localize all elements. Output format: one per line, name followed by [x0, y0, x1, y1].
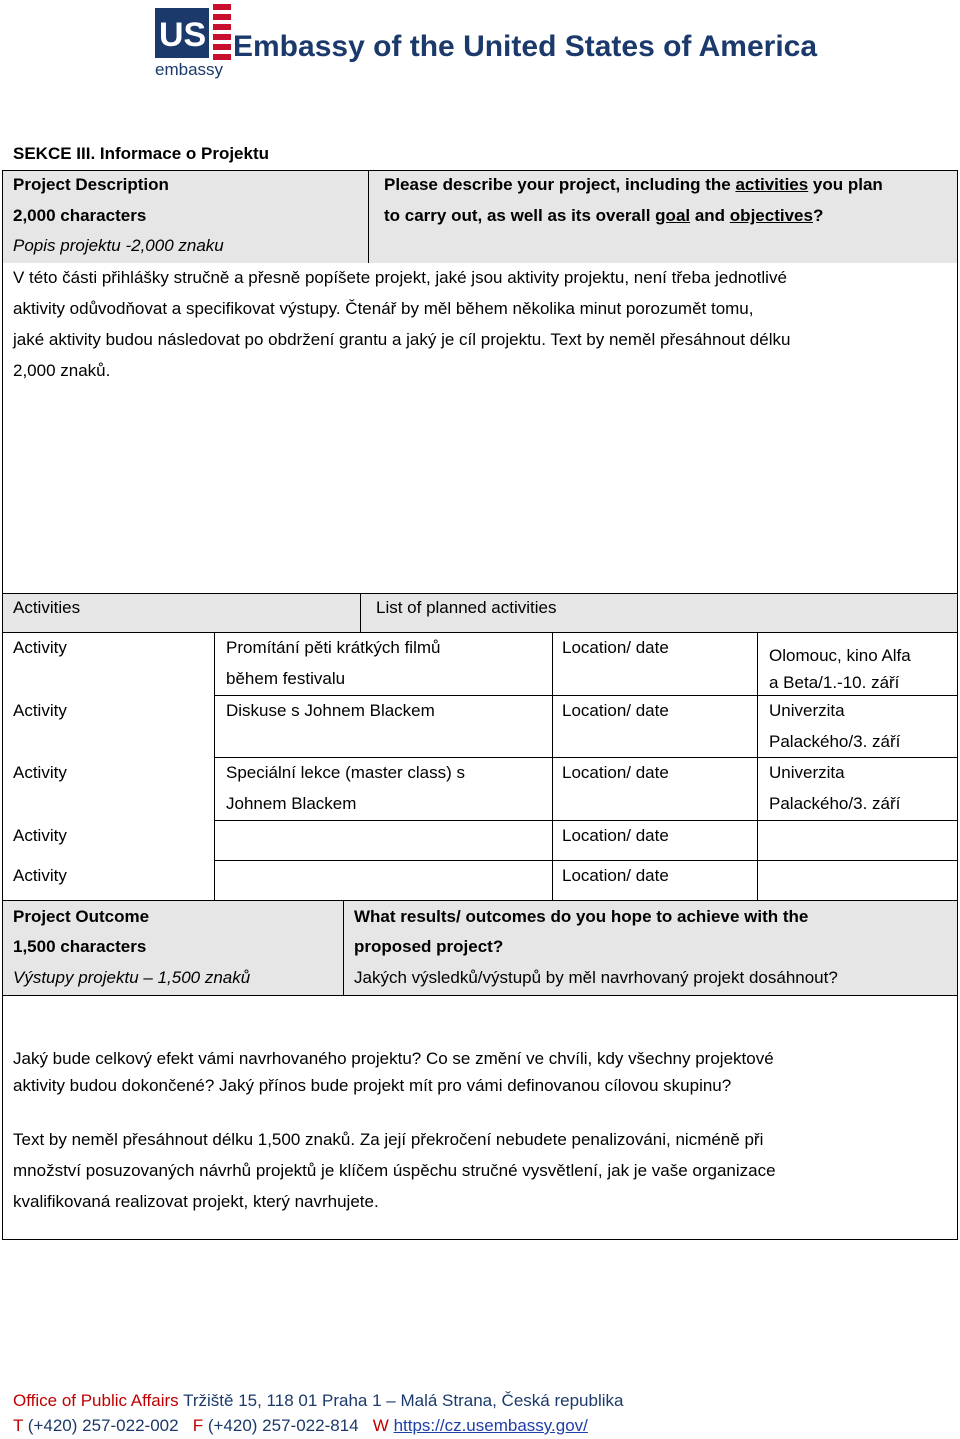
- footer-contacts: T (+420) 257-022-002 F (+420) 257-022-814 W https://cz.usembassy.gov/: [13, 1416, 588, 1435]
- activity-location-value[interactable]: Olomouc, kino Alfa: [769, 646, 911, 665]
- outcome-body-line: kvalifikovaná realizovat projekt, který navrhujete.: [13, 1192, 379, 1211]
- description-char-limit: 2,000 characters: [13, 206, 147, 225]
- embassy-logo-icon: [155, 4, 233, 60]
- outcome-body-line: množství posuzovaných návrhů projektů je klíčem úspěchu stručné vysvětlení, jak je vaše organizace: [13, 1161, 776, 1180]
- outcome-char-limit: 1,500 characters: [13, 937, 147, 956]
- outcome-prompt: proposed project?: [354, 937, 504, 956]
- activity-location-value[interactable]: [758, 861, 957, 899]
- outcome-body-line: Text by neměl přesáhnout délku 1,500 znaků. Za její překročení nebudete penalizováni, nicméně při: [13, 1130, 764, 1149]
- activity-description[interactable]: [215, 861, 551, 899]
- logo-embassy-text: embassy: [155, 60, 224, 79]
- description-prompt-line-2: to carry out, as well as its overall goal and objectives?: [384, 206, 824, 225]
- activity-location-label: Location/ date: [562, 866, 669, 885]
- section-title: SEKCE III. Informace o Projektu: [13, 144, 270, 163]
- website-link[interactable]: https://cz.usembassy.gov/: [393, 1416, 588, 1435]
- activity-location-value[interactable]: Palackého/3. září: [769, 732, 901, 751]
- description-czech-label: Popis projektu -2,000 znaku: [13, 236, 224, 255]
- description-body-line: aktivity odůvodňovat a specifikovat výstupy. Čtenář by měl během několika minut porozumět tomu,: [13, 299, 754, 318]
- activity-location-value[interactable]: Palackého/3. září: [769, 794, 901, 813]
- activity-location-label: Location/ date: [562, 763, 669, 782]
- activity-label: Activity: [13, 763, 67, 782]
- activity-label: Activity: [13, 701, 67, 720]
- activity-location-label: Location/ date: [562, 826, 669, 845]
- outcome-prompt: What results/ outcomes do you hope to achieve with the: [354, 907, 809, 926]
- activity-description[interactable]: Speciální lekce (master class) s: [226, 763, 466, 782]
- activity-location-value[interactable]: Univerzita: [769, 763, 845, 782]
- outcome-label: Project Outcome: [13, 907, 150, 926]
- footer-address: Office of Public Affairs Tržiště 15, 118 01 Praha 1 – Malá Strana, Česká republika: [13, 1391, 624, 1410]
- description-label: Project Description: [13, 175, 169, 194]
- activity-location-value[interactable]: [758, 821, 957, 859]
- outcome-divider: [343, 901, 344, 996]
- activity-description[interactable]: [215, 821, 551, 859]
- outcome-body-line: Jaký bude celkový efekt vámi navrhovaného projektu? Co se změní ve chvíli, kdy všechny projektové: [13, 1049, 774, 1068]
- description-divider: [368, 170, 369, 263]
- outcome-body-line: aktivity budou dokončené? Jaký přínos bude projekt mít pro vámi definovanou cílovou skupinu?: [13, 1076, 732, 1095]
- outcome-czech-label: Výstupy projektu – 1,500 znaků: [13, 968, 251, 987]
- outcome-prompt-czech: Jakých výsledků/výstupů by měl navrhovaný projekt dosáhnout?: [354, 968, 838, 987]
- activity-location-label: Location/ date: [562, 638, 669, 657]
- description-body-line: 2,000 znaků.: [13, 361, 111, 380]
- activities-header-value: List of planned activities: [376, 598, 557, 617]
- activity-label: Activity: [13, 866, 67, 885]
- activity-location-label: Location/ date: [562, 701, 669, 720]
- activity-description[interactable]: během festivalu: [226, 669, 346, 688]
- logo-us-text: US: [159, 16, 207, 54]
- activity-location-value[interactable]: Univerzita: [769, 701, 845, 720]
- activity-location-value[interactable]: a Beta/1.-10. září: [769, 673, 900, 692]
- activity-description[interactable]: Johnem Blackem: [226, 794, 357, 813]
- activity-description[interactable]: Diskuse s Johnem Blackem: [226, 701, 435, 720]
- page-title: Embassy of the United States of America: [233, 30, 818, 63]
- description-body-line: jaké aktivity budou následovat po obdržení grantu a jaký je cíl projektu. Text by neměl přesáhnout délku: [13, 330, 791, 349]
- activity-label: Activity: [13, 638, 67, 657]
- activities-header-label: Activities: [13, 598, 81, 617]
- activities-header-divider: [360, 593, 361, 633]
- activity-description[interactable]: Promítání pěti krátkých filmů: [226, 638, 441, 657]
- description-prompt-line-1: Please describe your project, including the activities you plan: [384, 175, 883, 194]
- description-body-line: V této části přihlášky stručně a přesně popíšete projekt, jaké jsou aktivity projektu, není třeba jednotlivé: [13, 268, 787, 287]
- activity-label: Activity: [13, 826, 67, 845]
